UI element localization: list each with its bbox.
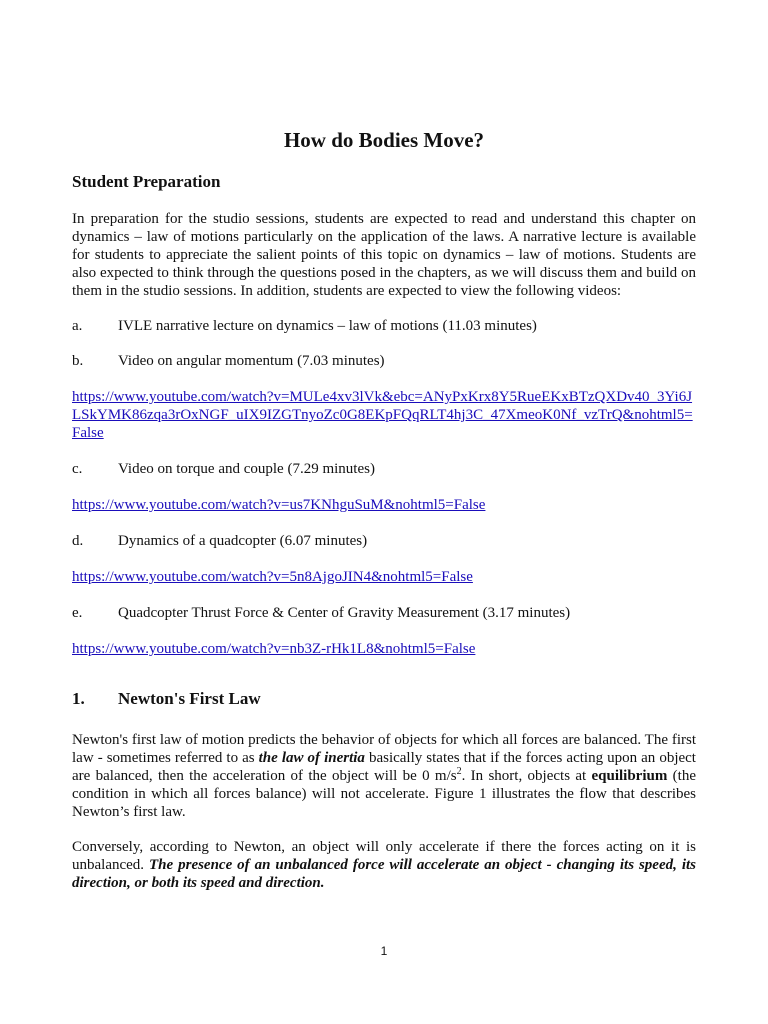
student-preparation-heading: Student Preparation (72, 172, 221, 191)
list-item-e (72, 604, 696, 622)
section-number: 1. (72, 689, 85, 708)
paragraph-text: . In short, objects at (461, 768, 592, 784)
paragraph-text: (the condition in which all forces balance) will not accelerate. Figure 1 illustrates the flow that describes Newton’s first law. (72, 768, 696, 820)
list-item-b (72, 352, 696, 370)
paragraph-text: basically states that if the forces acting upon an object are balanced, then the acceleration of the object will be 0 m/s (72, 750, 696, 784)
angular-momentum-video-link[interactable]: https://www.youtube.com/watch?v=MULe4xv3lVk&ebc=ANyPxKrx8Y5RueEKxBTzQXDv40_3Yi6JLSkYMK86zqa3rOxNGF_uIX9IZGTnyoZc0G8EKpFQqRLT4hj3C_47XmeoK0Nf_vzTrQ&nohtml5=False (72, 389, 693, 441)
list-item-text: Video on angular momentum (7.03 minutes) (118, 353, 385, 369)
torque-couple-video-link[interactable]: https://www.youtube.com/watch?v=us7KNhguSuM&nohtml5=False (72, 497, 486, 513)
student-preparation-intro: In preparation for the studio sessions, students are expected to read and understand this chapter on dynamics – law of motions particularly on the application of the laws. A narrative lecture is available for students to appreciate the salient points of this topic on dynamics – law of motions. Students are also expected to think through the questions posed in the chapters, as we will discuss them and build on them in the studio sessions. In addition, students are expected to view the following videos: (72, 211, 696, 299)
list-item-d (72, 532, 696, 550)
section-title: Newton's First Law (118, 689, 261, 708)
list-item-letter: e. (72, 605, 83, 621)
page-number: 1 (380, 944, 388, 958)
list-item-a (72, 317, 696, 335)
document-title: How do Bodies Move? (283, 128, 485, 152)
emphasis-law-of-inertia: the law of inertia (258, 750, 365, 766)
list-item-letter: d. (72, 533, 84, 549)
list-item-text: IVLE narrative lecture on dynamics – law of motions (11.03 minutes) (118, 318, 537, 334)
list-item-text: Quadcopter Thrust Force & Center of Gravity Measurement (3.17 minutes) (118, 605, 571, 621)
paragraph-text: Conversely, according to Newton, an object will only accelerate if there the forces acting on it is unbalanced. (72, 839, 696, 873)
list-item-letter: b. (72, 353, 84, 369)
section-heading (72, 688, 261, 710)
emphasis-unbalanced-force: The presence of an unbalanced force will accelerate an object - changing its speed, its direction, or both its speed and direction. (72, 857, 696, 891)
list-item-text: Video on torque and couple (7.29 minutes) (118, 461, 375, 477)
list-item-c (72, 460, 696, 478)
emphasis-equilibrium: equilibrium (591, 768, 668, 784)
list-item-letter: c. (72, 461, 83, 477)
unbalanced-force-paragraph (72, 838, 696, 892)
quadcopter-thrust-video-link[interactable]: https://www.youtube.com/watch?v=nb3Z-rHk1L8&nohtml5=False (72, 641, 476, 657)
paragraph-text: Newton's first law of motion predicts the behavior of objects for which all forces are balanced. The first law - sometimes referred to as (72, 732, 696, 766)
newtons-first-law-paragraph (72, 731, 696, 821)
quadcopter-dynamics-video-link[interactable]: https://www.youtube.com/watch?v=5n8AjgoJIN4&nohtml5=False (72, 569, 473, 585)
superscript: 2 (456, 766, 462, 777)
document-page (72, 0, 696, 1024)
list-item-letter: a. (72, 318, 83, 334)
list-item-text: Dynamics of a quadcopter (6.07 minutes) (118, 533, 368, 549)
